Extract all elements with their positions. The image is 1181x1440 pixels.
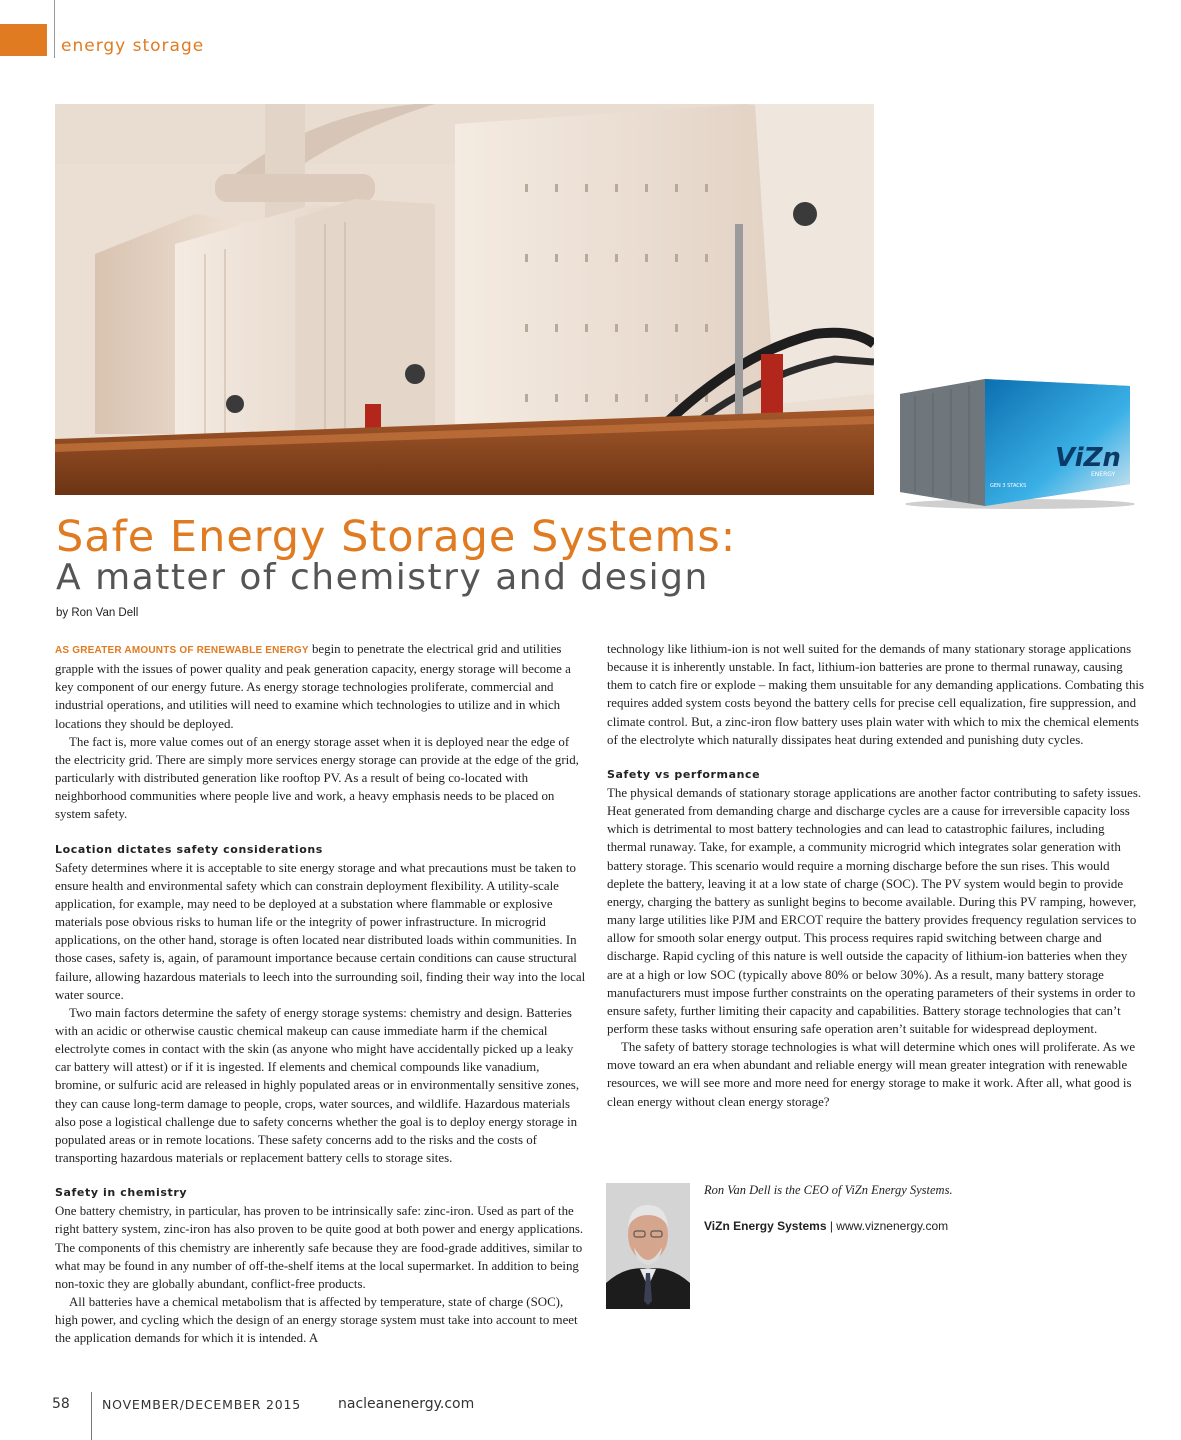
company-separator: | xyxy=(826,1219,837,1233)
section-heading: Safety vs performance xyxy=(607,767,761,781)
footer-divider xyxy=(91,1392,92,1440)
company-name: ViZn Energy Systems xyxy=(704,1219,827,1233)
section-divider xyxy=(54,0,55,58)
section-heading: Location dictates safety considerations xyxy=(55,842,323,856)
article-paragraph: Two main factors determine the safety of energy storage systems: chemistry and design. Batteries with an acidic or otherwise caustic chemical makeup can cause immediate harm if the chemical electrolyte comes in contact with the skin (as anyone who might have accidentally picked up a leaky car battery will attest) or if it is ingested. If elements and chemical compounds like vanadium, bromine, or sulfuric acid are released in highly populated areas or in environmentally sensitive zones, they can cause long-term damage to people, crops, water sources, and wildlife. Hazardous materials also pose a logistical challenge due to safety concerns whether the goal is to deploy energy storage in populated areas or in remote locations. These safety concerns add to the risks and the costs of transporting hazardous materials or replacement battery cells to storage sites. xyxy=(55,1005,580,1166)
container-caption: GEN 3 STACKS xyxy=(990,483,1027,489)
container-brand-logo: ViZn xyxy=(1055,443,1121,473)
article-subtitle: A matter of chemistry and design xyxy=(56,557,709,598)
article-paragraph: Safety determines where it is acceptable to site energy storage and what precautions must be taken to ensure health and environmental safety which can constrain deployment flexibility. A utility-scale application, for example, may need to be deployed at a substation where flammable or explosive materials pose obvious risks to human life or the integrity of power infrastructure. In microgrid applications, on the other hand, storage is often located near distributed loads within communities. In those cases, safety is, again, of paramount importance because certain conditions can cause structural failure, allowing hazardous materials to leech into the surrounding soil, finding their way into the local water source. xyxy=(55,860,586,1002)
article-title: Safe Energy Storage Systems: xyxy=(56,512,737,562)
hero-photo xyxy=(55,104,874,495)
company-url[interactable]: www.viznenergy.com xyxy=(836,1219,949,1233)
article-paragraph-text: begin to penetrate the electrical grid and utilities grapple with the issues of power quality and peak generation capacity, energy storage will become a key component of our energy future. As energy storage technologies proliferate, commercial and industrial operations, and utilities will need to examine which technologies to utilize and in which locations they should be deployed. xyxy=(55,642,571,731)
page-number: 58 xyxy=(52,1396,70,1412)
article-column-left xyxy=(55,640,587,1347)
article-column-right xyxy=(607,640,1145,1111)
container-brand-subtext: ENERGY xyxy=(1091,471,1116,478)
article-lead-in: AS GREATER AMOUNTS OF RENEWABLE ENERGY xyxy=(55,645,309,656)
article-paragraph: The fact is, more value comes out of an energy storage asset when it is deployed near the edge of the electricity grid. There are simply more services energy storage can provide at the edge of the grid, particularly with distributed generation like rooftop PV. As a result of being co-located with neighborhood communities where people live and work, a heavy emphasis needs to be placed on system safety. xyxy=(55,734,579,822)
article-paragraph: All batteries have a chemical metabolism that is affected by temperature, state of charge (SOC), high power, and cycling which the design of an energy storage system must take into account to meet the application demands for which it is intended. A xyxy=(55,1295,578,1346)
article-byline: by Ron Van Dell xyxy=(56,607,139,619)
article-paragraph xyxy=(55,640,587,733)
section-color-tab xyxy=(0,24,47,56)
vizn-container-illustration xyxy=(895,374,1135,509)
section-heading: Safety in chemistry xyxy=(55,1186,188,1200)
article-paragraph: The safety of battery storage technologies is what will determine which ones will proliferate. As we move toward an era when abundant and reliable energy will mean greater integration with renewable resources, we will see more and more need for energy storage to make it work. After all, what good is clean energy without clean energy storage? xyxy=(607,1040,1136,1109)
issue-date: NOVEMBER/DECEMBER 2015 xyxy=(102,1397,302,1412)
author-photo xyxy=(606,1183,690,1309)
article-paragraph: One battery chemistry, in particular, has proven to be intrinsically safe: zinc-iron. Used as part of the right battery system, zinc-iron has also proven to be quite good at both power and energy applications. The components of this chemistry are inherently safe because they are food-grade additives, similar to what may be found in any number of off-the-shelf items at the local supermarket. In addition to being non-toxic they are globally abundant, conflict-free products. xyxy=(55,1204,584,1291)
section-label: energy storage xyxy=(61,36,205,56)
site-url[interactable]: nacleanenergy.com xyxy=(338,1396,475,1412)
author-bio: Ron Van Dell is the CEO of ViZn Energy Systems. xyxy=(704,1183,953,1197)
article-paragraph: The physical demands of stationary storage applications are another factor contributing to safety issues. Heat generated from demanding charge and discharge cycles are a cause for irreversible capacity loss which is detrimental to most battery technologies and can lead to catastrophic failures, including thermal runaway. Take, for example, a community microgrid which integrates solar generation with battery storage. This scenario would require a morning discharge before the sun rises. This would deplete the battery, leaving it at a low state of charge (SOC). The PV system would begin to provide energy, charging the battery as sunlight begins to become available. During this PV ramping, however, many large utilities like PJM and ERCOT require the battery provides frequency regulation services to allow for smooth solar energy output. This process requires rapid switching between charge and discharge. Rapid cycling of this nature is well outside the capacity of lithium-ion batteries when they are at a high or low SOC (typically above 80% or below 30%). As a result, many battery storage manufacturers must impose further constraints on the operating parameters of their systems in order to ensure safety, further limiting their capacity and capabilities. Battery storage technologies that can’t perform these tasks without ensuring safe operation aren’t suitable for widespread deployment. xyxy=(607,785,1142,1036)
author-company-line xyxy=(704,1219,948,1233)
article-paragraph: technology like lithium-ion is not well suited for the demands of many stationary storage applications because it is inherently unstable. In fact, lithium-ion batteries are prone to thermal runaway, causing them to catch fire or explode – making them unsuitable for any demanding applications. Combating this requires added system costs beyond the battery cells for precise cell equalization, fire suppression, and climate control. But, a zinc-iron flow battery uses plain water with which to mix the chemical elements of the electrolyte which naturally dissipates heat during extended and punishing duty cycles. xyxy=(607,642,1144,747)
